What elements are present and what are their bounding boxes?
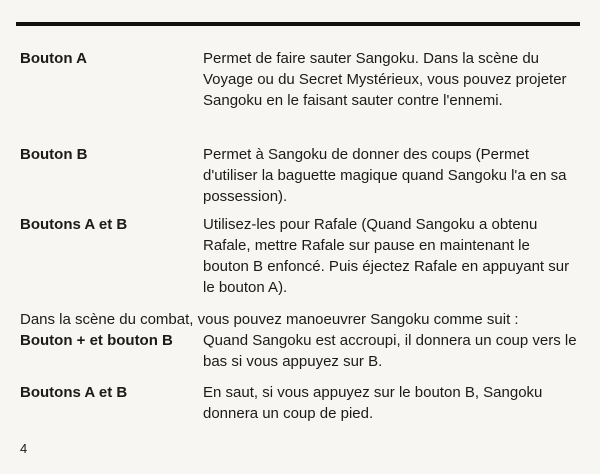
- entry-term: Bouton + et bouton B: [20, 332, 173, 349]
- page-number: 4: [20, 441, 28, 456]
- entry-description: Quand Sangoku est accroupi, il donnera un coup vers le bas si vous appuyez sur B.: [203, 332, 577, 370]
- entry-description: Permet de faire sauter Sangoku. Dans la scène du Voyage ou du Secret Mystérieux, vous pouvez projeter Sangoku en le faisant sauter contre l'ennemi.: [203, 50, 567, 109]
- entry-term: Boutons A et B: [20, 216, 128, 233]
- combat-intro: Dans la scène du combat, vous pouvez manoeuvrer Sangoku comme suit :: [20, 311, 519, 328]
- top-rule: [16, 22, 580, 26]
- entry-term: Bouton A: [20, 50, 87, 67]
- entry-term: Boutons A et B: [20, 384, 128, 401]
- entry-term: Bouton B: [20, 146, 88, 163]
- entry-description: Utilisez-les pour Rafale (Quand Sangoku a obtenu Rafale, mettre Rafale sur pause en maintenant le bouton B enfoncé. Puis éjectez Rafale en appuyant sur le bouton A).: [203, 216, 570, 296]
- entry-description: Permet à Sangoku de donner des coups (Permet d'utiliser la baguette magique quand Sangoku l'a en sa possession).: [203, 146, 567, 205]
- entry-description: En saut, si vous appuyez sur le bouton B, Sangoku donnera un coup de pied.: [203, 384, 543, 422]
